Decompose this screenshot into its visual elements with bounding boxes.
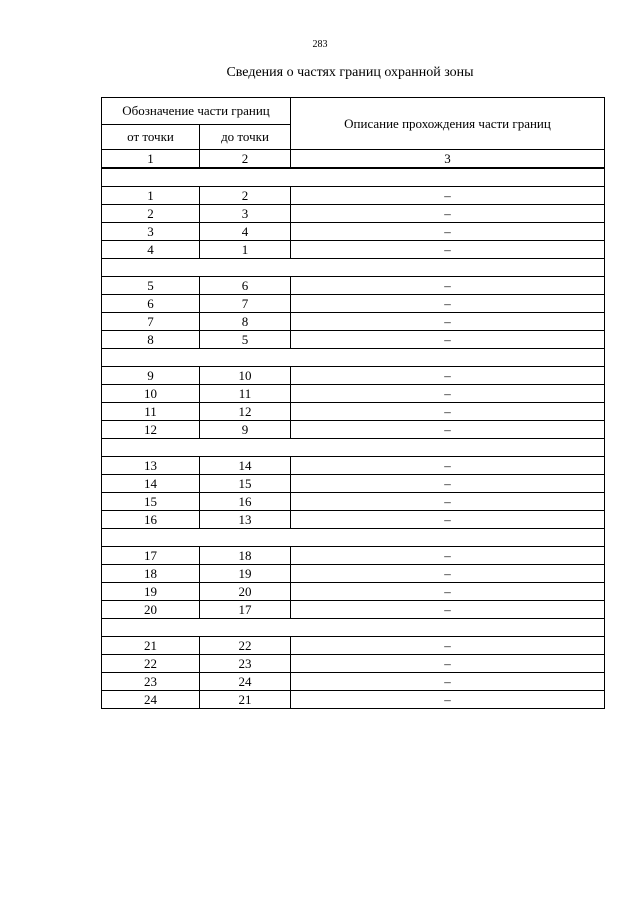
from-point-cell: 4 bbox=[102, 241, 200, 259]
section-separator-cell bbox=[102, 349, 605, 367]
to-point-cell: 15 bbox=[200, 475, 291, 493]
description-cell: – bbox=[291, 313, 605, 331]
boundary-parts-table bbox=[101, 97, 605, 709]
designation-header: Обозначение части границ bbox=[102, 98, 291, 125]
to-point-cell: 5 bbox=[200, 331, 291, 349]
from-point-cell: 11 bbox=[102, 403, 200, 421]
description-cell: – bbox=[291, 691, 605, 709]
from-point-cell: 14 bbox=[102, 475, 200, 493]
description-cell: – bbox=[291, 475, 605, 493]
section-separator-row bbox=[102, 439, 605, 457]
to-point-cell: 19 bbox=[200, 565, 291, 583]
to-point-cell: 13 bbox=[200, 511, 291, 529]
to-point-cell: 1 bbox=[200, 241, 291, 259]
description-cell: – bbox=[291, 601, 605, 619]
table-row bbox=[102, 583, 605, 601]
table-row bbox=[102, 547, 605, 565]
column-number: 1 bbox=[102, 150, 200, 169]
from-point-cell: 8 bbox=[102, 331, 200, 349]
description-cell: – bbox=[291, 223, 605, 241]
description-cell: – bbox=[291, 385, 605, 403]
table-row bbox=[102, 295, 605, 313]
page-number: 283 bbox=[312, 39, 328, 50]
description-cell: – bbox=[291, 187, 605, 205]
to-point-cell: 16 bbox=[200, 493, 291, 511]
section-separator-cell bbox=[102, 168, 605, 187]
section-separator-row bbox=[102, 168, 605, 187]
table-row bbox=[102, 637, 605, 655]
description-cell: – bbox=[291, 403, 605, 421]
table-row bbox=[102, 367, 605, 385]
column-number-row bbox=[102, 150, 605, 169]
table-row bbox=[102, 511, 605, 529]
description-cell: – bbox=[291, 673, 605, 691]
to-point-cell: 22 bbox=[200, 637, 291, 655]
table-row bbox=[102, 565, 605, 583]
table-row bbox=[102, 277, 605, 295]
to-point-cell: 17 bbox=[200, 601, 291, 619]
from-point-cell: 22 bbox=[102, 655, 200, 673]
description-cell: – bbox=[291, 565, 605, 583]
from-point-cell: 18 bbox=[102, 565, 200, 583]
from-point-cell: 15 bbox=[102, 493, 200, 511]
from-point-header: от точки bbox=[102, 125, 200, 150]
table-row bbox=[102, 331, 605, 349]
table-body bbox=[102, 150, 605, 709]
description-cell: – bbox=[291, 421, 605, 439]
section-separator-row bbox=[102, 349, 605, 367]
section-separator-row bbox=[102, 619, 605, 637]
from-point-cell: 23 bbox=[102, 673, 200, 691]
to-point-cell: 4 bbox=[200, 223, 291, 241]
from-point-cell: 21 bbox=[102, 637, 200, 655]
description-cell: – bbox=[291, 277, 605, 295]
table-row bbox=[102, 691, 605, 709]
description-cell: – bbox=[291, 493, 605, 511]
section-separator-row bbox=[102, 259, 605, 277]
table-row bbox=[102, 673, 605, 691]
to-point-cell: 8 bbox=[200, 313, 291, 331]
table-row bbox=[102, 493, 605, 511]
section-separator-cell bbox=[102, 259, 605, 277]
from-point-cell: 17 bbox=[102, 547, 200, 565]
to-point-cell: 6 bbox=[200, 277, 291, 295]
description-cell: – bbox=[291, 655, 605, 673]
from-point-cell: 3 bbox=[102, 223, 200, 241]
table-row bbox=[102, 241, 605, 259]
from-point-cell: 1 bbox=[102, 187, 200, 205]
description-cell: – bbox=[291, 295, 605, 313]
table-row bbox=[102, 457, 605, 475]
from-point-cell: 6 bbox=[102, 295, 200, 313]
section-separator-row bbox=[102, 529, 605, 547]
to-point-cell: 18 bbox=[200, 547, 291, 565]
from-point-cell: 7 bbox=[102, 313, 200, 331]
document-title: Сведения о частях границ охранной зоны bbox=[226, 65, 474, 80]
to-point-cell: 14 bbox=[200, 457, 291, 475]
from-point-cell: 16 bbox=[102, 511, 200, 529]
to-point-cell: 20 bbox=[200, 583, 291, 601]
to-point-cell: 24 bbox=[200, 673, 291, 691]
from-point-cell: 19 bbox=[102, 583, 200, 601]
description-cell: – bbox=[291, 457, 605, 475]
table-row bbox=[102, 187, 605, 205]
description-cell: – bbox=[291, 511, 605, 529]
table-row bbox=[102, 601, 605, 619]
to-point-cell: 21 bbox=[200, 691, 291, 709]
to-point-cell: 2 bbox=[200, 187, 291, 205]
from-point-cell: 5 bbox=[102, 277, 200, 295]
description-cell: – bbox=[291, 241, 605, 259]
description-cell: – bbox=[291, 331, 605, 349]
to-point-cell: 9 bbox=[200, 421, 291, 439]
from-point-cell: 20 bbox=[102, 601, 200, 619]
table-row bbox=[102, 655, 605, 673]
table-row bbox=[102, 223, 605, 241]
table-row bbox=[102, 403, 605, 421]
section-separator-cell bbox=[102, 439, 605, 457]
from-point-cell: 12 bbox=[102, 421, 200, 439]
section-separator-cell bbox=[102, 619, 605, 637]
description-cell: – bbox=[291, 367, 605, 385]
section-separator-cell bbox=[102, 529, 605, 547]
table-row bbox=[102, 205, 605, 223]
column-number: 3 bbox=[291, 150, 605, 169]
table-row bbox=[102, 385, 605, 403]
to-point-header: до точки bbox=[200, 125, 291, 150]
description-cell: – bbox=[291, 547, 605, 565]
from-point-cell: 24 bbox=[102, 691, 200, 709]
table-row bbox=[102, 421, 605, 439]
from-point-cell: 2 bbox=[102, 205, 200, 223]
description-cell: – bbox=[291, 205, 605, 223]
to-point-cell: 3 bbox=[200, 205, 291, 223]
from-point-cell: 10 bbox=[102, 385, 200, 403]
to-point-cell: 23 bbox=[200, 655, 291, 673]
table-row bbox=[102, 313, 605, 331]
from-point-cell: 13 bbox=[102, 457, 200, 475]
column-number: 2 bbox=[200, 150, 291, 169]
description-cell: – bbox=[291, 583, 605, 601]
to-point-cell: 11 bbox=[200, 385, 291, 403]
header-row-1 bbox=[102, 98, 605, 125]
description-cell: – bbox=[291, 637, 605, 655]
to-point-cell: 7 bbox=[200, 295, 291, 313]
table-header bbox=[102, 98, 605, 150]
from-point-cell: 9 bbox=[102, 367, 200, 385]
description-header: Описание прохождения части границ bbox=[291, 98, 605, 150]
to-point-cell: 10 bbox=[200, 367, 291, 385]
to-point-cell: 12 bbox=[200, 403, 291, 421]
table-row bbox=[102, 475, 605, 493]
